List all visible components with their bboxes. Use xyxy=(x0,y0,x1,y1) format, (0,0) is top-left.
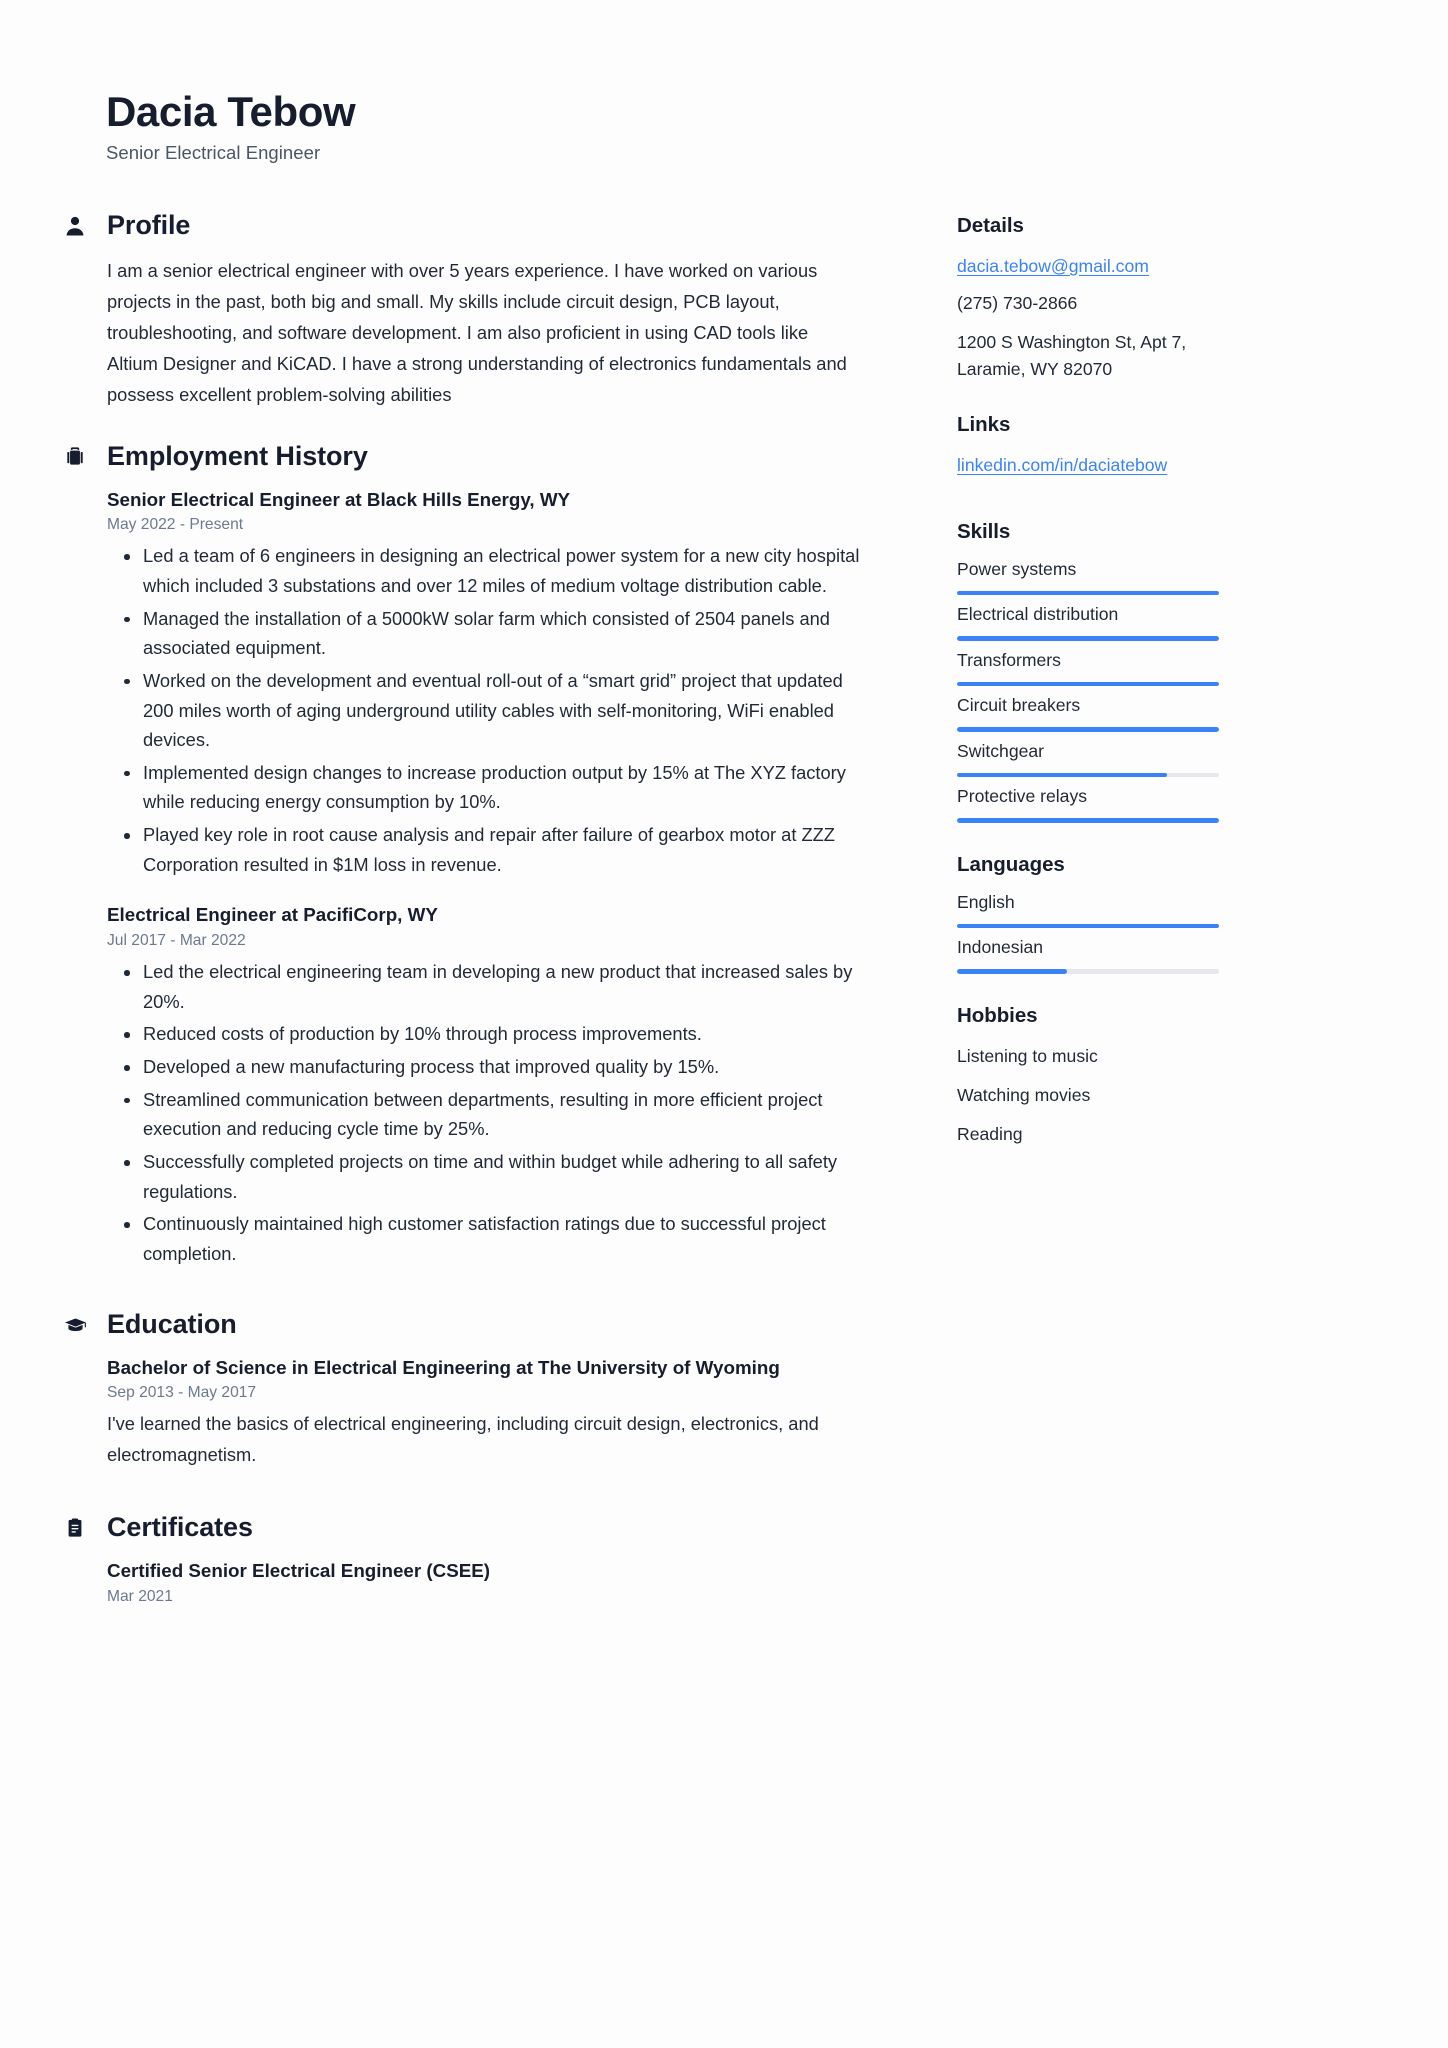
employment-entry-title: Electrical Engineer at PacifiCorp, WY xyxy=(107,904,438,926)
employment-entry-title: Senior Electrical Engineer at Black Hills Energy, WY xyxy=(107,488,571,510)
language-level-track xyxy=(957,924,1219,929)
address-line-2: Laramie, WY 82070 xyxy=(957,358,1113,379)
graduation-cap-icon xyxy=(62,1311,88,1337)
sidebar-languages-title: Languages xyxy=(957,852,1065,876)
list-item: Led a team of 6 engineers in designing an electrical power system for a new city hospital which included 3 substations and over 12 miles of medium voltage distribution cable. xyxy=(107,541,867,600)
skill-label: Circuit breakers xyxy=(957,695,1081,716)
employment-entry-date: May 2022 - Present xyxy=(107,516,244,534)
section-profile-title: Profile xyxy=(107,210,191,241)
section-education-body xyxy=(62,1354,897,1471)
list-item: Implemented design changes to increase production output by 15% at The XYZ factory while reducing energy consumption by 10%. xyxy=(107,758,867,817)
hobby-item: Watching movies xyxy=(957,1084,1091,1105)
sidebar-column xyxy=(897,210,1247,1178)
list-item: Worked on the development and eventual roll-out of a “smart grid” project that updated 200 miles worth of aging underground utility cables with self-monitoring, WiFi enabled devices. xyxy=(107,666,867,755)
list-item: Led the electrical engineering team in developing a new product that increased sales by 20%. xyxy=(107,957,867,1016)
section-education xyxy=(62,1309,897,1471)
briefcase-icon xyxy=(62,443,88,469)
language-level-track xyxy=(957,969,1219,974)
section-profile-header xyxy=(62,210,897,241)
sidebar-details-title: Details xyxy=(957,214,1024,238)
hobby-item: Listening to music xyxy=(957,1045,1098,1066)
section-certificates xyxy=(62,1512,897,1606)
certificate-entry-title: Certified Senior Electrical Engineer (CSEE) xyxy=(107,1560,491,1582)
hobby-item: Reading xyxy=(957,1124,1023,1145)
language-level-fill xyxy=(957,969,1067,974)
employment-entry xyxy=(107,486,897,880)
section-education-title: Education xyxy=(107,1308,237,1339)
skill-level-fill xyxy=(957,682,1219,687)
section-employment-title: Employment History xyxy=(107,440,368,471)
education-entry-date: Sep 2013 - May 2017 xyxy=(107,1384,257,1402)
certificate-entry-date: Mar 2021 xyxy=(107,1587,173,1605)
list-item: Reduced costs of production by 10% through process improvements. xyxy=(107,1019,867,1049)
language-label: Indonesian xyxy=(957,937,1044,958)
skill-level-fill xyxy=(957,818,1219,823)
section-employment-header xyxy=(62,441,897,472)
sidebar-links-title: Links xyxy=(957,413,1011,437)
phone-number: (275) 730-2866 xyxy=(957,293,1078,314)
education-entry-title: Bachelor of Science in Electrical Engineering at The University of Wyoming xyxy=(107,1356,780,1378)
skill-item xyxy=(957,559,1247,596)
email-link[interactable]: dacia.tebow@gmail.com xyxy=(957,256,1149,277)
section-certificates-title: Certificates xyxy=(107,1512,253,1543)
address-line-1: 1200 S Washington St, Apt 7, xyxy=(957,331,1187,352)
employment-entry xyxy=(107,901,897,1268)
section-employment-body xyxy=(62,486,897,1269)
education-entry xyxy=(107,1354,897,1471)
list-item: Developed a new manufacturing process that improved quality by 15%. xyxy=(107,1052,867,1082)
skill-item xyxy=(957,741,1247,778)
skill-item xyxy=(957,695,1247,732)
resume-header xyxy=(0,0,1448,164)
page-title: Dacia Tebow xyxy=(106,88,356,135)
section-certificates-body xyxy=(62,1557,897,1606)
language-item xyxy=(957,937,1247,974)
main-column xyxy=(62,210,897,1613)
skill-level-track xyxy=(957,818,1219,823)
language-label: English xyxy=(957,891,1015,912)
list-item: Managed the installation of a 5000kW solar farm which consisted of 2504 panels and associated equipment. xyxy=(107,604,867,663)
list-item: Continuously maintained high customer satisfaction ratings due to successful project completion. xyxy=(107,1209,867,1268)
sidebar-links xyxy=(957,413,1247,489)
section-certificates-header xyxy=(62,1512,897,1543)
sidebar-hobbies-title: Hobbies xyxy=(957,1003,1038,1027)
sidebar-details xyxy=(957,214,1247,383)
skill-level-track xyxy=(957,727,1219,732)
skill-item xyxy=(957,650,1247,687)
skill-item xyxy=(957,604,1247,641)
certificate-entry xyxy=(107,1557,897,1606)
list-item: Successfully completed projects on time and within budget while adhering to all safety regulations. xyxy=(107,1147,867,1206)
language-item xyxy=(957,892,1247,929)
linkedin-link[interactable]: linkedin.com/in/daciatebow xyxy=(957,455,1168,476)
language-level-fill xyxy=(957,924,1219,929)
skill-label: Transformers xyxy=(957,649,1061,670)
section-education-header xyxy=(62,1309,897,1340)
skill-level-track xyxy=(957,773,1219,778)
profile-text: I am a senior electrical engineer with over 5 years experience. I have worked on various projects in the past, both big and small. My skills include circuit design, PCB layout, troubleshooting, and software development. I am also proficient in using CAD tools like Altium Designer and KiCAD. I have a strong understanding of electronics fundamentals and possess excellent problem-solving abilities xyxy=(107,260,847,406)
employment-entry-date: Jul 2017 - Mar 2022 xyxy=(107,932,246,950)
sidebar-languages xyxy=(957,853,1247,974)
skill-level-fill xyxy=(957,773,1167,778)
skill-level-track xyxy=(957,636,1219,641)
list-item: Streamlined communication between departments, resulting in more efficient project execution and reducing cycle time by 25%. xyxy=(107,1085,867,1144)
list-item: Played key role in root cause analysis and repair after failure of gearbox motor at ZZZ Corporation resulted in $1M loss in revenue. xyxy=(107,820,867,879)
sidebar-skills xyxy=(957,520,1247,823)
section-employment xyxy=(62,441,897,1269)
employment-entry-bullets xyxy=(107,957,897,1268)
sidebar-hobbies xyxy=(957,1004,1247,1149)
employment-entry-bullets xyxy=(107,541,897,879)
person-icon xyxy=(62,213,88,239)
section-profile xyxy=(62,210,897,410)
skill-level-track xyxy=(957,591,1219,596)
skill-level-track xyxy=(957,682,1219,687)
education-entry-description: I've learned the basics of electrical engineering, including circuit design, electronics, and electromagnetism. xyxy=(107,1413,819,1465)
certificate-icon xyxy=(62,1515,88,1541)
skill-level-fill xyxy=(957,727,1219,732)
skill-label: Electrical distribution xyxy=(957,604,1119,625)
job-title-subtitle: Senior Electrical Engineer xyxy=(106,142,321,164)
skill-level-fill xyxy=(957,636,1219,641)
skill-label: Power systems xyxy=(957,558,1077,579)
skill-level-fill xyxy=(957,591,1219,596)
section-profile-body xyxy=(62,255,897,410)
sidebar-skills-title: Skills xyxy=(957,519,1011,543)
skill-item xyxy=(957,786,1247,823)
skill-label: Switchgear xyxy=(957,740,1045,761)
skill-label: Protective relays xyxy=(957,786,1088,807)
resume-body xyxy=(0,210,1448,1613)
